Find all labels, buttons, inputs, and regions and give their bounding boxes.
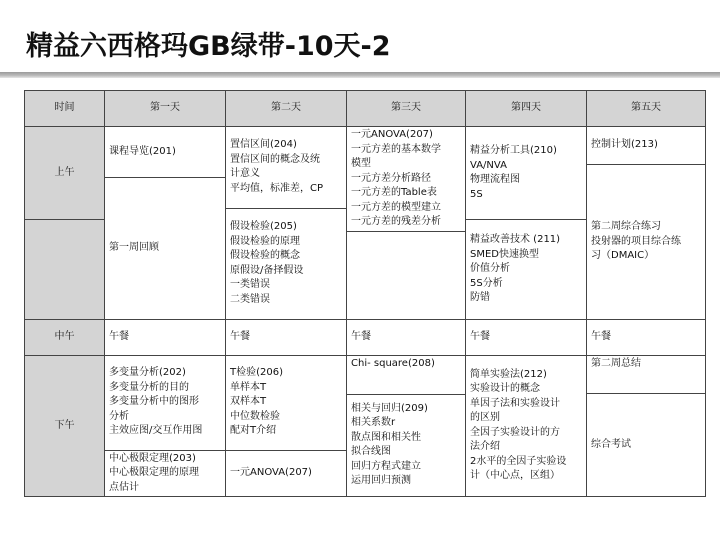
header-time: 时间 xyxy=(25,91,105,127)
cell-text-line: 全因子实验设计的方 xyxy=(470,426,560,438)
cell-text-line: 物理流程图 xyxy=(470,174,520,186)
cell-text-line: 多变量分析的目的 xyxy=(109,381,189,393)
cell-text-line: 假设检验的原理 xyxy=(230,235,300,247)
cell-text-line: 一元ANOVA(207) xyxy=(351,129,433,140)
cell-afternoon-day5-bottom xyxy=(587,393,706,497)
cell-text-line: 精益改善技术 (211) xyxy=(470,234,561,246)
cell-morning-day1-bottom xyxy=(105,178,226,319)
cell-text-line: 第二周综合练习 xyxy=(591,221,661,232)
period-noon: 中午 xyxy=(25,319,105,355)
cell-text-line: 相关与回归(209) xyxy=(351,402,428,414)
header-day-5: 第五天 xyxy=(587,91,706,127)
cell-text-line: 假设检验的概念 xyxy=(230,250,300,262)
cell-text-line: 精益分析工具(210) xyxy=(470,145,557,157)
header-day-1: 第一天 xyxy=(105,91,226,127)
cell-text-line: 一元方差的模型建立 xyxy=(351,201,441,213)
cell-text-line: 相关系数r xyxy=(351,417,396,429)
header-day-4: 第四天 xyxy=(466,91,587,127)
cell-text-line: 双样本T xyxy=(230,396,267,408)
cell-text-line: 中心极限定理(203) xyxy=(109,452,196,464)
cell-text-line: 中心极限定理的原理 xyxy=(109,467,199,478)
cell-text-line: 假设检验(205) xyxy=(230,221,297,233)
cell-text-line: 一元方差的残差分析 xyxy=(351,216,441,227)
cell-text-line: 一元方差分析路径 xyxy=(351,172,431,184)
cell-noon-day3: 午餐 xyxy=(347,319,466,355)
cell-text-line: 第一周回顾 xyxy=(109,242,159,254)
cell-morning-day5-bottom xyxy=(587,165,706,320)
cell-text-line: 中位数检验 xyxy=(230,410,280,422)
noon-row xyxy=(25,319,706,355)
header-row xyxy=(25,91,706,127)
cell-noon-day4: 午餐 xyxy=(466,319,587,355)
cell-text-line: 计（中心点，区组） xyxy=(470,470,560,482)
cell-text-line: 多变量分析中的图形 xyxy=(109,396,199,408)
cell-text-line: 投射器的项目综合练 xyxy=(591,235,681,247)
cell-text-line: 一元方差的Table表 xyxy=(351,187,437,198)
page-title: 精益六西格玛GB绿带-10天-2 xyxy=(26,31,391,62)
schedule-table xyxy=(24,90,706,497)
cell-text-line: 置信区间的概念及统 xyxy=(230,153,320,165)
cell-text-line: 5S分析 xyxy=(470,277,503,289)
cell-morning-day5-top xyxy=(587,127,706,165)
cell-text-line: 多变量分析(202) xyxy=(109,367,186,379)
period-afternoon: 下午 xyxy=(25,355,105,497)
cell-text-line: 课程导览(201) xyxy=(109,145,176,157)
cell-text-line: 二类错误 xyxy=(230,293,270,305)
cell-text-line: 平均值，标准差，CP xyxy=(230,182,324,194)
cell-afternoon-day1-bottom xyxy=(105,450,226,497)
cell-morning-day4-top xyxy=(466,127,587,220)
cell-text-line: 分析 xyxy=(109,410,129,422)
cell-afternoon-day3-top xyxy=(347,355,466,394)
cell-text-line: 主效应图/交互作用图 xyxy=(109,425,203,437)
cell-text-line: Chi- square(208) xyxy=(351,357,435,369)
cell-text-line: 配对T介绍 xyxy=(230,425,277,437)
cell-text-line: 一元ANOVA(207) xyxy=(230,467,312,478)
cell-text-line: 价值分析 xyxy=(470,263,510,275)
header-day-3: 第三天 xyxy=(347,91,466,127)
cell-text-line: 法介绍 xyxy=(470,441,500,453)
cell-noon-day2: 午餐 xyxy=(226,319,347,355)
title-divider xyxy=(0,72,720,78)
cell-noon-day1: 午餐 xyxy=(105,319,226,355)
cell-afternoon-day2-gap xyxy=(226,450,347,497)
cell-text-line: 防错 xyxy=(470,292,490,304)
cell-afternoon-day5-top xyxy=(587,355,706,393)
cell-text-line: 单样本T xyxy=(230,381,267,393)
cell-text-line: T检验(206) xyxy=(230,367,283,379)
cell-text-line: 2水平的全因子实验设 xyxy=(470,455,567,467)
cell-morning-day3-blank xyxy=(347,231,466,319)
cell-afternoon-day3-bottom xyxy=(347,394,466,497)
period-morning: 上午 xyxy=(25,127,105,220)
cell-text-line: 一类错误 xyxy=(230,279,270,291)
cell-text-line: 点估计 xyxy=(109,481,139,493)
cell-text-line: 习（DMAIC） xyxy=(591,250,655,261)
header-day-2: 第二天 xyxy=(226,91,347,127)
cell-text-line: SMED快速换型 xyxy=(470,248,539,260)
cell-afternoon-day2-top xyxy=(226,355,347,450)
cell-morning-day3 xyxy=(347,127,466,232)
cell-text-line: 控制计划(213) xyxy=(591,139,658,151)
cell-text-line: 模型 xyxy=(351,158,371,169)
cell-afternoon-day1-top xyxy=(105,355,226,450)
cell-text-line: 综合考试 xyxy=(591,438,631,450)
cell-morning-day1-top xyxy=(105,127,226,178)
cell-text-line: 计意义 xyxy=(230,168,260,180)
cell-text-line: 第二周总结 xyxy=(591,357,641,369)
cell-text-line: 运用回归预测 xyxy=(351,475,411,487)
cell-morning-day2-top xyxy=(226,127,347,209)
cell-text-line: 原假设/备择假设 xyxy=(230,264,304,276)
cell-text-line: VA/NVA xyxy=(470,159,507,171)
cell-text-line: 一元方差的基本数学 xyxy=(351,143,441,155)
cell-morning-day4-bottom xyxy=(466,220,587,319)
cell-text-line: 置信区间(204) xyxy=(230,139,297,151)
cell-text-line: 拟合线图 xyxy=(351,446,391,458)
cell-morning-day2-bottom xyxy=(226,208,347,319)
cell-text-line: 简单实验法(212) xyxy=(470,368,547,380)
cell-afternoon-day4 xyxy=(466,355,587,497)
cell-text-line: 回归方程式建立 xyxy=(351,460,421,472)
period-morning-cont xyxy=(25,220,105,319)
cell-text-line: 单因子法和实验设计 xyxy=(470,397,560,409)
cell-text-line: 散点图和相关性 xyxy=(351,431,421,443)
cell-text-line: 的区别 xyxy=(470,412,500,424)
cell-text-line: 5S xyxy=(470,188,483,200)
cell-noon-day5: 午餐 xyxy=(587,319,706,355)
cell-text-line: 实验设计的概念 xyxy=(470,383,540,395)
